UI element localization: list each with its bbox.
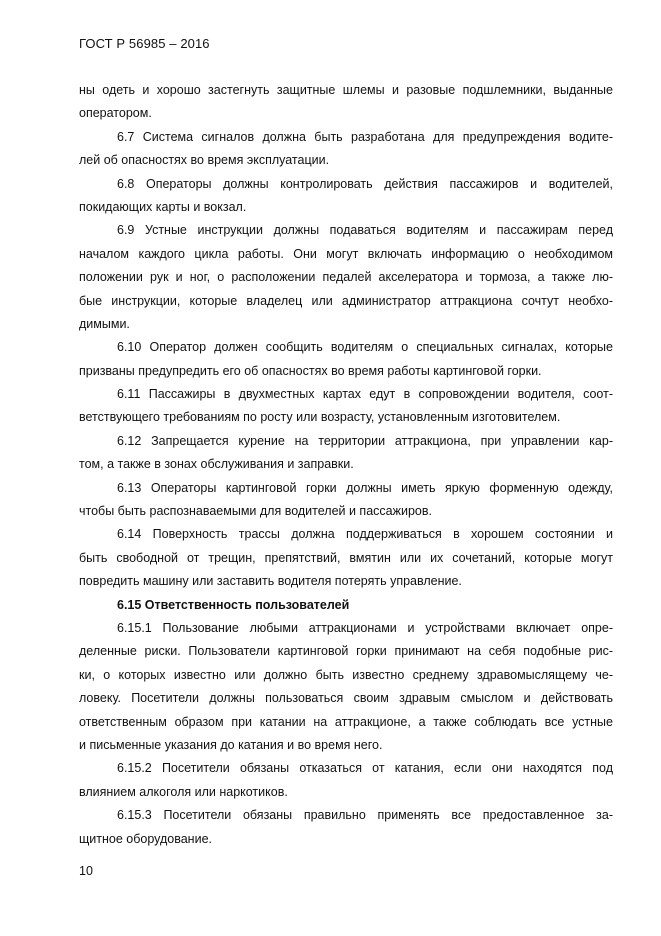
section-heading: 6.15 Ответственность пользователей [117, 597, 350, 612]
clause-6-15-2-line: 6.15.2 Посетители обязаны отказаться от катания, если они находятся под [117, 761, 613, 776]
text-line: повредить машину или заставить водителя потерять управление. [79, 574, 462, 589]
clause-6-15-1-line: 6.15.1 Пользование любыми аттракционами и устройствами включает опре- [117, 620, 613, 635]
clause-6-7-line: 6.7 Система сигналов должна быть разработана для предупреждения водите- [117, 129, 613, 144]
text-line: деленные риски. Пользователи картинговой горки принимают на себя подобные рис- [79, 644, 613, 659]
clause-6-10-line: 6.10 Оператор должен сообщить водителям о специальных сигналах, которые [117, 340, 613, 355]
clause-6-14-line: 6.14 Поверхность трассы должна поддерживаться в хорошем состоянии и [117, 527, 613, 542]
text-line: димыми. [79, 316, 130, 331]
text-line: ловеку. Посетители должны пользоваться своим здравым смыслом и действовать [79, 691, 613, 706]
clause-6-15-3-line: 6.15.3 Посетители обязаны правильно применять все предоставленное за- [117, 808, 613, 823]
clause-6-12-line: 6.12 Запрещается курение на территории аттракциона, при управлении кар- [117, 433, 613, 448]
text-line: бые инструкции, которые владелец или администратор аттракциона сочтут необхо- [79, 293, 613, 308]
text-line: чтобы быть распознаваемыми для водителей и пассажиров. [79, 504, 432, 519]
text-line: щитное оборудование. [79, 831, 212, 846]
text-line: ны одеть и хорошо застегнуть защитные шлемы и разовые подшлемники, выданные [79, 83, 613, 97]
text-line: ветствующего требованиям по росту или возрасту, установленным изготовителем. [79, 410, 561, 425]
text-line: ки, о которых известно или должно быть известно среднему здравомыслящему че- [79, 667, 613, 682]
text-line: и письменные указания до катания и во время него. [79, 737, 383, 752]
clause-6-11-line: 6.11 Пассажиры в двухместных картах едут в сопровождении водителя, соот- [117, 387, 613, 402]
text-line: быть свободной от трещин, препятствий, вмятин или их сочетаний, которые могут [79, 550, 613, 565]
text-line: ответственным образом при катании на аттракционе, а также соблюдать все устные [79, 714, 613, 729]
text-line: том, а также в зонах обслуживания и заправки. [79, 457, 354, 472]
clause-6-9-line: 6.9 Устные инструкции должны подаваться водителям и пассажирам перед [117, 223, 613, 238]
page-number: 10 [79, 864, 93, 878]
text-line: положении рук и ног, о расположении педалей акселератора и тормоза, а также лю- [79, 270, 613, 285]
clause-6-8-line: 6.8 Операторы должны контролировать действия пассажиров и водителей, [117, 176, 613, 191]
text-line: покидающих карты и вокзал. [79, 199, 247, 214]
text-line: влиянием алкоголя или наркотиков. [79, 784, 288, 799]
text-line: началом каждого цикла работы. Они могут включать информацию о необходимом [79, 246, 613, 261]
text-line: призваны предупредить его об опасностях во время работы картинговой горки. [79, 363, 542, 378]
document-body [79, 79, 613, 851]
text-line: лей об опасностях во время эксплуатации. [79, 153, 330, 168]
clause-6-13-line: 6.13 Операторы картинговой горки должны иметь яркую форменную одежду, [117, 480, 613, 495]
document-header: ГОСТ Р 56985 – 2016 [79, 36, 210, 51]
text-line: оператором. [79, 106, 152, 121]
